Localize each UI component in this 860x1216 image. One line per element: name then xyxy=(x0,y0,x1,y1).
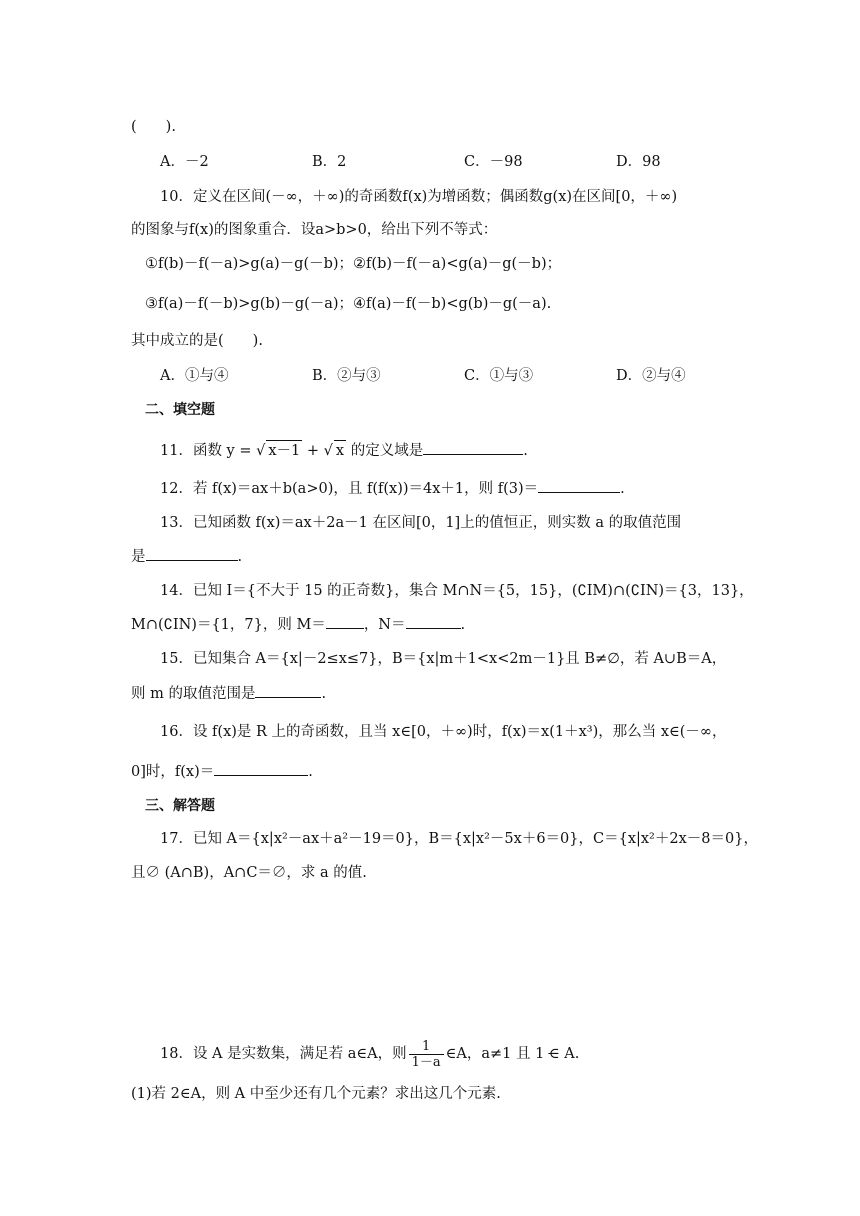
q15-end: . xyxy=(321,686,327,702)
q14-line2-b: ，N＝ xyxy=(363,617,406,633)
q11-suffix: 的定义域是 xyxy=(350,443,424,459)
q13-line2-text: 是 xyxy=(131,549,146,565)
q11-radicand-2: x xyxy=(334,440,346,461)
q14-end: . xyxy=(460,617,466,633)
q12-text: 12．若 f(x)＝ax＋b(a>0)，且 f(f(x))＝4x＋1，则 f(3)＝ xyxy=(160,481,539,497)
q10-line3: ①f(b)－f(－a)>g(a)－g(－b)；②f(b)－f(－a)<g(a)－g(－b)； xyxy=(145,256,562,272)
q9-option-c: C．－98 xyxy=(464,154,523,170)
q13-line2 xyxy=(131,546,242,567)
q10-option-a: A．①与④ xyxy=(160,368,229,384)
q10-line1: 10．定义在区间(－∞，＋∞)的奇函数f(x)为增函数；偶函数g(x)在区间[0，＋∞) xyxy=(160,189,678,205)
q13-line1: 13．已知函数 f(x)＝ax＋2a－1 在区间[0，1]上的值恒正，则实数 a 的取值范围 xyxy=(160,515,682,531)
q13-end: . xyxy=(237,549,243,565)
q16-line1: 16．设 f(x)是 R 上的奇函数，且当 x∈[0，＋∞)时，f(x)＝x(1＋x³)，那么当 x∈(－∞， xyxy=(160,724,727,740)
q11-prefix: 11．函数 y = xyxy=(160,443,252,459)
q12-end: . xyxy=(620,481,625,497)
q14-line2-a: M∩(∁IN)＝{1，7}，则 M＝ xyxy=(131,617,326,633)
answer-blank xyxy=(538,478,620,493)
q18-sub1: (1)若 2∈A，则 A 中至少还有几个元素？求出这几个元素. xyxy=(131,1086,501,1102)
q11-end: . xyxy=(523,443,528,459)
q11 xyxy=(160,440,528,461)
q18-frac-denominator: 1－a xyxy=(411,1054,441,1070)
q17-line2: 且∅ (A∩B)，A∩C＝∅，求 a 的值. xyxy=(131,865,367,881)
q18-middle: ∈A，a≠1 且 1 xyxy=(445,1046,545,1062)
q11-radicand-1: x－1 xyxy=(266,440,302,461)
q18-prefix: 18．设 A 是实数集，满足若 a∈A，则 xyxy=(160,1046,407,1062)
q17-line1: 17．已知 A＝{x|x²－ax＋a²－19＝0}，B＝{x|x²－5x＋6＝0}，C＝{x|x²＋2x－8＝0}， xyxy=(160,831,758,847)
section-solve-heading: 三、解答题 xyxy=(145,798,215,814)
q18-fraction xyxy=(409,1039,444,1070)
q18-line1 xyxy=(160,1037,579,1071)
q10-option-b: B．②与③ xyxy=(312,368,381,384)
answer-blank xyxy=(214,761,308,776)
q15-line2 xyxy=(131,683,326,704)
q18-suffix: A. xyxy=(564,1046,580,1062)
q11-plus: + xyxy=(306,443,320,459)
answer-blank xyxy=(146,546,238,561)
sqrt-sign: √ xyxy=(256,443,266,459)
answer-blank-n xyxy=(406,614,461,629)
answer-blank xyxy=(423,440,523,455)
q16-line2 xyxy=(131,761,313,782)
sqrt-sign: √ xyxy=(323,443,333,459)
q9-option-a: A．－2 xyxy=(160,154,209,170)
q16-line2-text: 0]时，f(x)＝ xyxy=(131,764,215,780)
q14-line1: 14．已知 I＝{不大于 15 的正奇数}，集合 M∩N＝{5，15}，(∁IM)∩(∁IN)＝{3，13}， xyxy=(160,583,754,599)
q10-line4: ③f(a)－f(－b)>g(b)－g(－a)；④f(a)－f(－b)<g(b)－g(－a). xyxy=(145,296,552,312)
answer-blank xyxy=(255,683,321,698)
q18-frac-numerator: 1 xyxy=(409,1039,444,1055)
q9-tail: ( ). xyxy=(131,119,176,135)
q14-line2 xyxy=(131,614,465,635)
q10-option-d: D．②与④ xyxy=(616,368,686,384)
not-in-symbol: ∈ xyxy=(549,1037,560,1071)
q10-option-c: C．①与③ xyxy=(464,368,534,384)
q16-end: . xyxy=(308,764,313,780)
q12 xyxy=(160,478,625,499)
q15-line2-text: 则 m 的取值范围是 xyxy=(131,686,256,702)
q15-line1: 15．已知集合 A＝{x|－2≤x≤7}，B＝{x|m＋1<x<2m－1}且 B≠∅，若 A∪B＝A， xyxy=(160,651,727,667)
q9-option-d: D．98 xyxy=(616,154,661,170)
q10-line2: 的图象与f(x)的图象重合．设a>b>0，给出下列不等式： xyxy=(131,222,498,238)
answer-blank-m xyxy=(326,614,364,629)
section-fill-in-heading: 二、填空题 xyxy=(145,402,215,418)
q9-option-b: B．2 xyxy=(312,154,347,170)
q10-line5: 其中成立的是( ). xyxy=(131,333,263,349)
